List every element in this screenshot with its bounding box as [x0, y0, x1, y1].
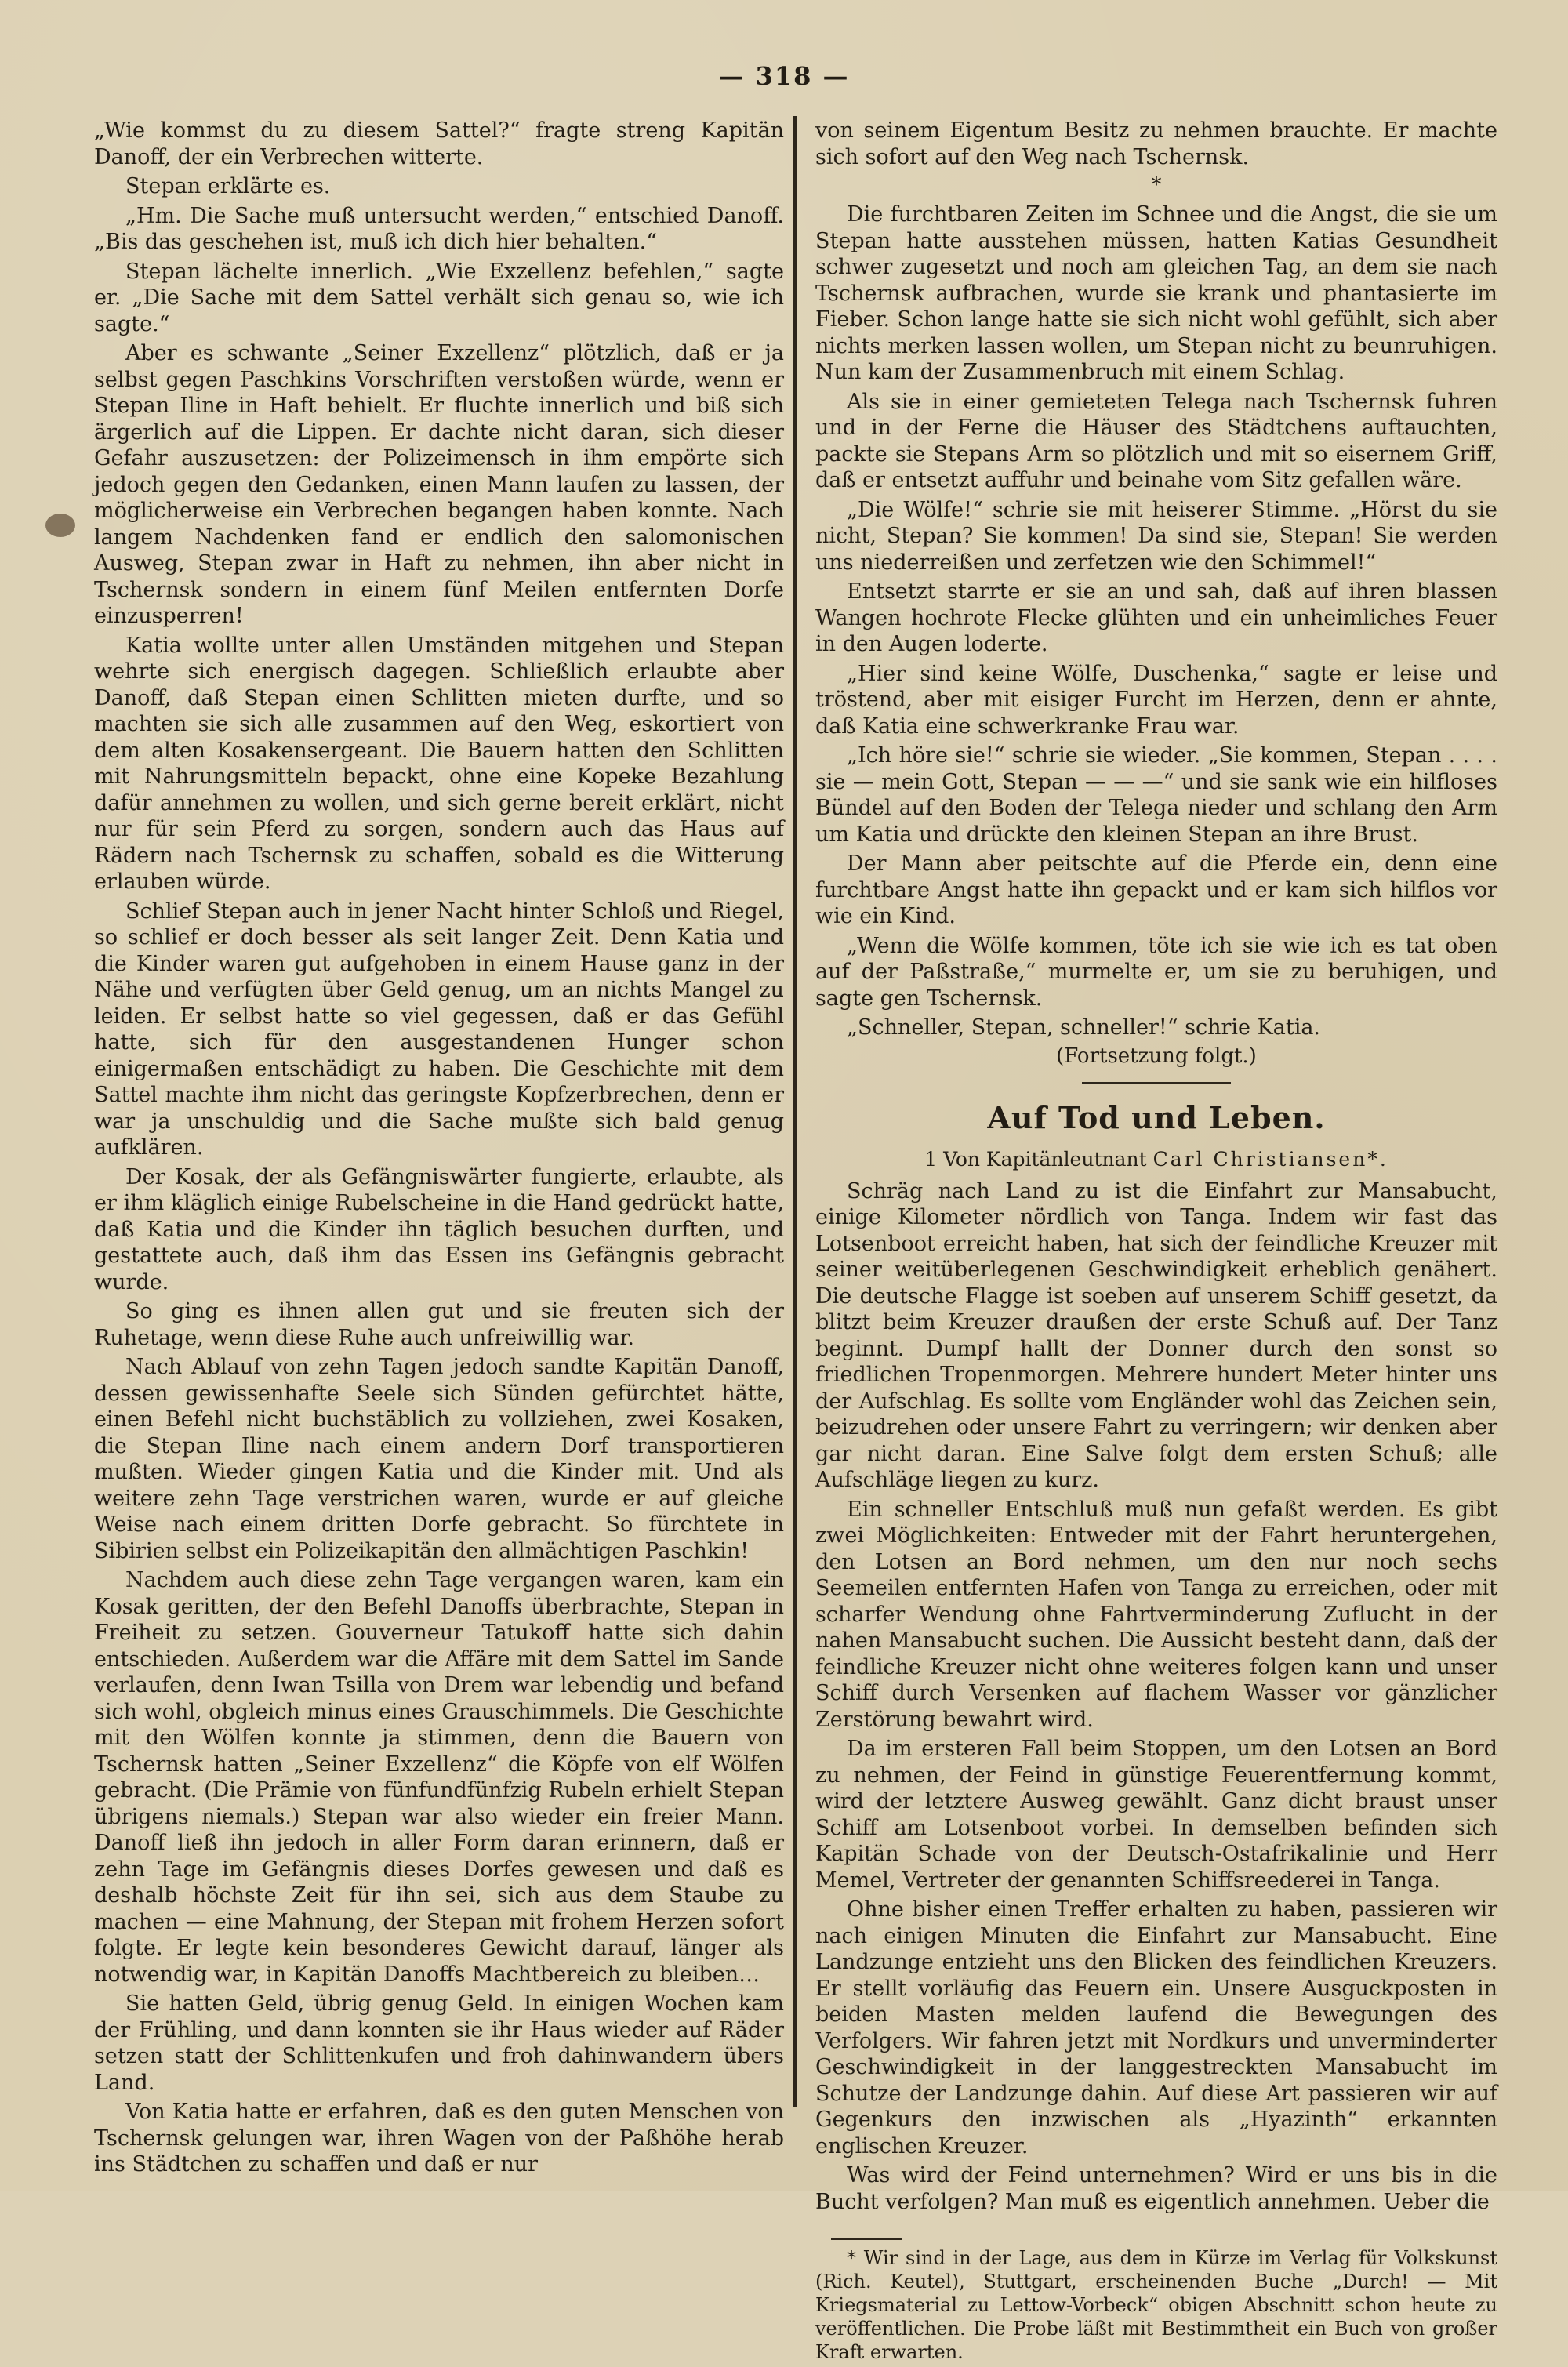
continuation-paragraph: von seinem Eigentum Besitz zu nehmen brauchte. Er machte sich sofort auf den Weg nach Tschernsk.	[815, 118, 1497, 169]
page-number: — 318 —	[718, 61, 850, 91]
paragraph: So ging es ihnen allen gut und sie freuten sich der Ruhetage, wenn diese Ruhe auch unfreiwillig war.	[94, 1299, 784, 1350]
paragraph: Sie hatten Geld, übrig genug Geld. In einigen Wochen kam der Frühling, und dann konnten sie ihr Haus wieder auf Räder setzen statt der Schlittenkufen und froh dahinwandern übers Land.	[94, 1991, 784, 2095]
paragraph: „Hier sind keine Wölfe, Duschenka,“ sagte er leise und tröstend, aber mit eisiger Furcht im Herzen, denn er ahnte, daß Katia eine schwerkranke Frau war.	[815, 661, 1497, 739]
paragraph: Schlief Stepan auch in jener Nacht hinter Schloß und Riegel, so schlief er doch besser als seit langer Zeit. Denn Katia und die Kinder waren gut aufgehoben in einem Hause ganz in der Nähe und verfügten über Geld genug, um an nichts Mangel zu leiden. Er selbst hatte so viel gegessen, daß er das Gefühl hatte, sich für den ausgestandenen Hunger schon einigermaßen entschädigt zu haben. Die Geschichte mit dem Sattel machte ihm nicht das geringste Kopfzerbrechen, denn er war ja unschuldig und die Sache mußte sich bald genug aufklären.	[94, 899, 784, 1160]
paragraph: „Hm. Die Sache muß untersucht werden,“ entschied Danoff. „Bis das geschehen ist, muß ich dich hier behalten.“	[94, 203, 784, 254]
paragraph: „Wenn die Wölfe kommen, töte ich sie wie ich es tat oben auf der Paßstraße,“ murmelte er, um sie zu beruhigen, und sagte gen Tschernsk.	[815, 933, 1497, 1011]
article-paragraph: Schräg nach Land zu ist die Einfahrt zur Mansabucht, einige Kilometer nördlich von Tanga. Indem wir fast das Lotsenboot erreicht haben, hat sich der feindliche Kreuzer mit seiner weitüberlegenen Geschwindigkeit erheblich genähert. Die deutsche Flagge ist soeben auf unserem Schiff gesetzt, da blitzt beim Kreuzer draußen der erste Schuß auf. Der Tanz beginnt. Dumpf hallt der Donner durch den sonst so friedlichen Tropenmorgen. Mehrere hundert Meter hinter uns der Aufschlag. Es sollte vom Engländer wohl das Zeichen sein, beizudrehen oder unsere Fahrt zu verringern; wir denken aber gar nicht daran. Eine Salve folgt dem ersten Schuß; alle Aufschläge liegen zu kurz.	[815, 1178, 1497, 1492]
paragraph: Entsetzt starrte er sie an und sah, daß auf ihren blassen Wangen hochrote Flecke glühten und ein unheimliches Feuer in den Augen loderte.	[815, 579, 1497, 656]
paragraph: Als sie in einer gemieteten Telega nach Tschernsk fuhren und in der Ferne die Häuser des Städtchens auftauchten, packte sie Stepans Arm so plötzlich und mit so eisernem Griff, daß er entsetzt auffuhr und beinahe vom Sitz gefallen wäre.	[815, 389, 1497, 492]
ink-stain	[45, 514, 75, 537]
footnote: * Wir sind in der Lage, aus dem in Kürze im Verlag für Volkskunst (Rich. Keutel), Stuttgart, erscheinenden Buche „Durch! — Mit Kriegsmaterial zu Lettow-Vorbeck“ obigen Abschnitt schon heute zu veröffentlichen. Die Probe läßt mit Bestimmtheit ein Buch von großer Kraft erwarten.	[815, 2247, 1497, 2363]
column-rule	[793, 116, 797, 2107]
article-paragraph: Da im ersteren Fall beim Stoppen, um den Lotsen an Bord zu nehmen, der Feind in günstige Feuerentfernung kommt, wird der letztere Ausweg gewählt. Ganz dicht braust unser Schiff am Lotsenboot vorbei. In demselben befinden sich Kapitän Schade von der Deutsch-Ostafrikalinie und Herr Memel, Vertreter der genannten Schiffsreederei in Tanga.	[815, 1737, 1497, 1893]
author-name: Carl Christiansen*.	[1152, 1147, 1388, 1171]
article-paragraph: Ein schneller Entschluß muß nun gefaßt werden. Es gibt zwei Möglichkeiten: Entweder mit der Fahrt heruntergehen, den Lotsen an Bord nehmen, um den nur noch sechs Seemeilen entfernten Hafen von Tanga zu erreichen, oder mit scharfer Wendung ohne Fahrtverminderung Zuflucht in der nahen Mansabucht suchen. Die Aussicht besteht dann, daß der feindliche Kreuzer nicht ohne weiteres folgen kann und unser Schiff durch Versenken auf flachem Wasser vor gänzlicher Zerstörung bewahrt wird.	[815, 1497, 1497, 1732]
paragraph: Der Mann aber peitschte auf die Pferde ein, denn eine furchtbare Angst hatte ihn gepackt und er kam sich hilflos vor wie ein Kind.	[815, 851, 1497, 928]
paragraph: Stepan erklärte es.	[125, 174, 331, 198]
paragraph: Der Kosak, der als Gefängniswärter fungierte, erlaubte, als er ihm kläglich einige Rubelscheine in die Hand gedrückt hatte, daß Katia und die Kinder ihn täglich besuchen durften, und gestattete auch, daß ihm das Essen ins Gefängnis gebracht wurde.	[94, 1164, 784, 1294]
continued-note: (Fortsetzung folgt.)	[1056, 1044, 1257, 1068]
paragraph: Die furchtbaren Zeiten im Schnee und die Angst, die sie um Stepan hatte ausstehen müssen, hatten Katias Gesundheit schwer zugesetzt und noch am gleichen Tag, an dem sie nach Tschernsk aufbrachen, wurde sie krank und phantasierte im Fieber. Schon lange hatte sie sich nicht wohl gefühlt, sich aber nichts merken lassen wollen, um Stepan nicht zu beunruhigen. Nun kam der Zusammenbruch mit einem Schlag.	[815, 202, 1497, 384]
article-title: Auf Tod und Leben.	[987, 1099, 1326, 1135]
right-column	[815, 118, 1497, 2367]
paragraph: Nachdem auch diese zehn Tage vergangen waren, kam ein Kosak geritten, der den Befehl Danoffs überbrachte, Stepan in Freiheit zu setzen. Gouverneur Tatukoff hatte sich dahin entschieden. Außerdem war die Affäre mit dem Sattel im Sande verlaufen, denn Iwan Tsilla von Drem war lebendig und befand sich wohl, obgleich minus eines Grauschimmels. Die Geschichte mit den Wölfen konnte ja stimmen, denn die Bauern von Tschernsk hatten „Seiner Exzellenz“ die Köpfe von elf Wölfen gebracht. (Die Prämie von fünfundfünfzig Rubeln erhielt Stepan übrigens niemals.) Stepan war also wieder ein freier Mann. Danoff ließ ihn jedoch in aller Form daran erinnern, daß er zehn Tage im Gefängnis dieses Dorfes gewesen und daß es deshalb höchste Zeit für ihn sei, sich aus dem Staube zu machen — eine Mahnung, der Stepan mit frohem Herzen sofort folgte. Er legte kein besonderes Gewicht darauf, länger als notwendig war, in Kapitän Danoffs Machtbereich zu bleiben…	[94, 1568, 784, 1987]
paragraph: Katia wollte unter allen Umständen mitgehen und Stepan wehrte sich energisch dagegen. Schließlich erlaubte aber Danoff, daß Stepan einen Schlitten mieten durfte, und so machten sie sich alle zusammen auf den Weg, eskortiert von dem alten Kosakensergeant. Die Bauern hatten den Schlitten mit Nahrungsmitteln bepackt, ohne eine Kopeke Bezahlung dafür annehmen zu wollen, und sich gerne bereit erklärt, nicht nur für sein Pferd zu sorgen, sondern auch das Haus auf Rädern nach Tschernsk zu schaffen, sobald es die Witterung erlauben würde.	[94, 633, 784, 894]
paragraph: Nach Ablauf von zehn Tagen jedoch sandte Kapitän Danoff, dessen gewissenhafte Seele sich Sünden gefürchtet hätte, einen Befehl nicht buchstäblich zu vollziehen, zwei Kosaken, die Stepan Iline nach einem andern Dorf transportieren mußten. Wieder gingen Katia und die Kinder mit. Und als weitere zehn Tage verstrichen waren, wurde er auf gleiche Weise nach einem dritten Dorfe gebracht. So fürchtete in Sibirien selbst ein Polizeikapitän den allmächtigen Paschkin!	[94, 1355, 784, 1563]
paragraph: Stepan lächelte innerlich. „Wie Exzellenz befehlen,“ sagte er. „Die Sache mit dem Sattel verhält sich genau so, wie ich sagte.“	[94, 259, 784, 336]
byline-prefix: 1 Von Kapitänleutnant	[924, 1147, 1147, 1171]
left-column	[94, 118, 784, 2181]
article-byline	[815, 1148, 1497, 1171]
paragraph: Von Katia hatte er erfahren, daß es den guten Menschen von Tschernsk gelungen war, ihren Wagen von der Paßhöhe herab ins Städtchen zu schaffen und daß er nur	[94, 2100, 784, 2176]
article-divider	[1082, 1082, 1231, 1084]
section-separator: *	[1151, 173, 1162, 197]
paragraph: „Die Wölfe!“ schrie sie mit heiserer Stimme. „Hörst du sie nicht, Stepan? Sie kommen! Da sind sie, Stepan! Sie werden uns niederreißen und zerfetzen wie den Schimmel!“	[815, 497, 1497, 575]
paragraph: „Wie kommst du zu diesem Sattel?“ fragte streng Kapitän Danoff, der ein Verbrechen witterte.	[94, 118, 784, 169]
footnote-rule	[831, 2238, 902, 2240]
article-paragraph: Ohne bisher einen Treffer erhalten zu haben, passieren wir nach einigen Minuten die Einfahrt zur Mansabucht. Eine Landzunge entzieht uns den Blicken des feindlichen Kreuzers. Er stellt vorläufig das Feuern ein. Unsere Ausguckposten in beiden Masten melden laufend die Bewegungen des Verfolgers. Wir fahren jetzt mit Nordkurs und unverminderter Geschwindigkeit in der langgestreckten Mansabucht im Schutze der Landzunge dahin. Auf diese Art passieren wir auf Gegenkurs den inzwischen als „Hyazinth“ erkannten englischen Kreuzer.	[815, 1897, 1497, 2158]
article-paragraph: Was wird der Feind unternehmen? Wird er uns bis in die Bucht verfolgen? Man muß es eigentlich annehmen. Ueber die	[815, 2163, 1497, 2214]
paragraph: Aber es schwante „Seiner Exzellenz“ plötzlich, daß er ja selbst gegen Paschkins Vorschriften verstoßen würde, wenn er Stepan Iline in Haft behielt. Er fluchte innerlich und biß sich ärgerlich auf die Lippen. Er dachte nicht daran, sich dieser Gefahr auszusetzen: der Polizeimensch in ihm empörte sich jedoch gegen den Gedanken, einen Mann laufen zu lassen, der möglicherweise ein Verbrechen begangen haben konnte. Nach langem Nachdenken fand er endlich den salomonischen Ausweg, Stepan zwar in Haft zu nehmen, ihn aber nicht in Tschernsk sondern in einem fünf Meilen entfernten Dorfe einzusperren!	[94, 341, 784, 628]
paragraph: „Ich höre sie!“ schrie sie wieder. „Sie kommen, Stepan . . . . sie — mein Gott, Stepan — — —“ und sie sank wie ein hilfloses Bündel auf den Boden der Telega nieder und schlang den Arm um Katia und drückte den kleinen Stepan an ihre Brust.	[815, 743, 1497, 847]
paragraph: „Schneller, Stepan, schneller!“ schrie Katia.	[847, 1015, 1321, 1040]
